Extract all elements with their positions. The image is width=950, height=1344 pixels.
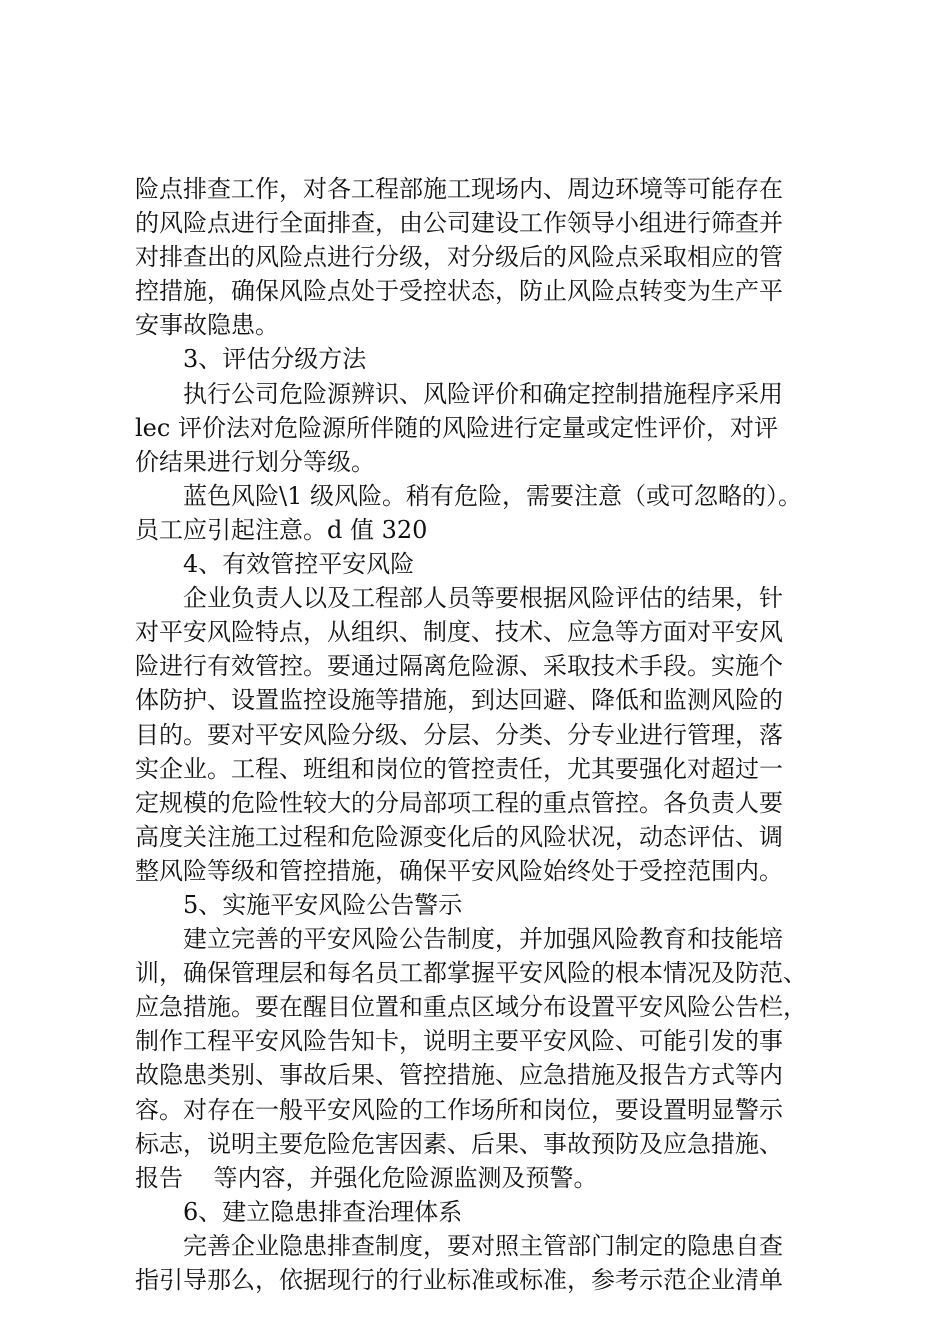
text-line: 4、有效管控平安风险 (183, 550, 415, 579)
text-line: 5、实施平安风险公告警示 (183, 890, 463, 919)
text-line: 企业负责人以及工程部人员等要根据风险评估的结果，针 (183, 584, 783, 613)
text-line: 训，确保管理层和每名员工都掌握平安风险的根本情况及防范、 (135, 959, 807, 988)
text-line: 安事故隐患。 (135, 311, 279, 340)
document-body (135, 172, 835, 1297)
text-line: 应急措施。要在醒目位置和重点区域分布设置平安风险公告栏， (135, 993, 807, 1022)
text-line: 定规模的危险性较大的分局部项工程的重点管控。各负责人要 (135, 788, 783, 817)
text-line: 蓝色风险\1 级风险。稍有危险，需要注意（或可忽略的）。 (183, 481, 802, 510)
text-line: 实企业。工程、班组和岗位的管控责任，尤其要强化对超过一 (135, 754, 783, 783)
text-line: 险进行有效管控。要通过隔离危险源、采取技术手段。实施个 (135, 652, 783, 681)
text-line: 3、评估分级方法 (183, 345, 367, 374)
text-line: 标志，说明主要危险危害因素、后果、事故预防及应急措施、 (135, 1129, 783, 1158)
text-line: lec 评价法对危险源所伴随的风险进行定量或定性评价，对评 (135, 413, 778, 442)
text-line: 完善企业隐患排查制度，要对照主管部门制定的隐患自查 (183, 1231, 783, 1260)
text-line: 险点排查工作，对各工程部施工现场内、周边环境等可能存在 (135, 175, 783, 203)
text-line: 6、建立隐患排查治理体系 (183, 1197, 463, 1226)
text-line: 整风险等级和管控措施，确保平安风险始终处于受控范围内。 (135, 856, 783, 885)
text-line: 建立完善的平安风险公告制度，并加强风险教育和技能培 (183, 925, 783, 954)
text-line: 故隐患类别、事故后果、管控措施、应急措施及报告方式等内 (135, 1061, 783, 1090)
text-line: 的风险点进行全面排查，由公司建设工作领导小组进行筛查并 (135, 209, 783, 238)
text-line: 目的。要对平安风险分级、分层、分类、分专业进行管理，落 (135, 720, 783, 749)
text-line: 容。对存在一般平安风险的工作场所和岗位，要设置明显警示 (135, 1095, 783, 1124)
text-line: 报告 等内容，并强化危险源监测及预警。 (135, 1163, 598, 1192)
text-line: 制作工程平安风险告知卡，说明主要平安风险、可能引发的事 (135, 1027, 783, 1056)
text-line: 员工应引起注意。d 值 320 (135, 515, 428, 544)
text-line: 体防护、设置监控设施等措施，到达回避、降低和监测风险的 (135, 686, 783, 715)
text-line: 对排查出的风险点进行分级，对分级后的风险点采取相应的管 (135, 243, 783, 272)
text-line: 高度关注施工过程和危险源变化后的风险状况，动态评估、调 (135, 822, 783, 851)
text-line: 指引导那么，依据现行的行业标准或标准，参考示范企业清单 (135, 1266, 783, 1294)
text-line: 价结果进行划分等级。 (135, 447, 375, 476)
text-line: 对平安风险特点，从组织、制度、技术、应急等方面对平安风 (135, 618, 783, 647)
text-line: 执行公司危险源辨识、风险评价和确定控制措施程序采用 (183, 379, 783, 408)
text-line: 控措施，确保风险点处于受控状态，防止风险点转变为生产平 (135, 277, 783, 306)
